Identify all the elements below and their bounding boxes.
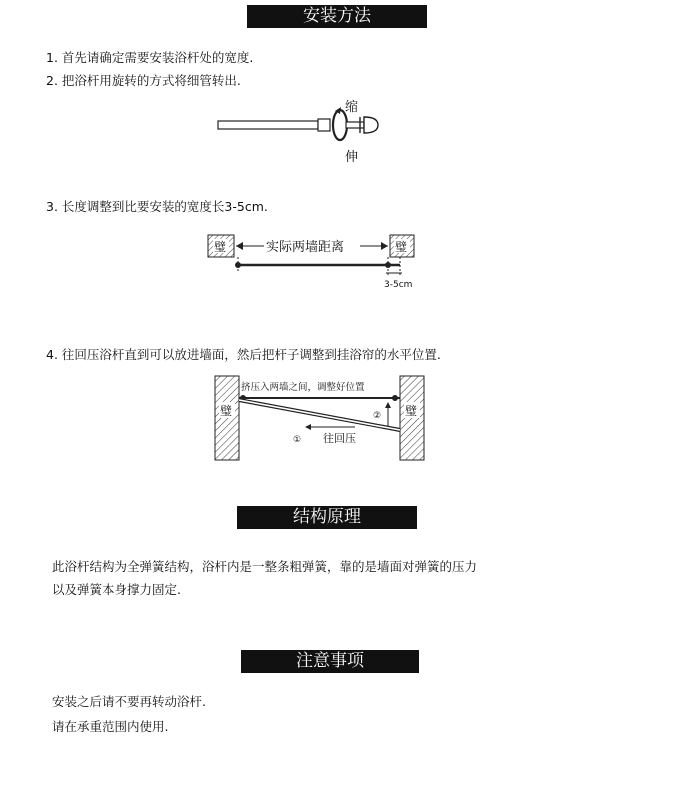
rod-thick-tube — [218, 121, 318, 129]
section-header-notes: 注意事项 — [241, 650, 419, 673]
rod-thin-tube — [346, 122, 364, 128]
notes-line-1: 安装之后请不要再转动浴杆. — [52, 694, 206, 709]
press-wall-right-label: 璧 — [405, 404, 418, 418]
measure-diagram — [200, 225, 430, 295]
press-wall-left-label: 璧 — [220, 404, 233, 418]
install-step-4: 4. 往回压浴杆直到可以放进墙面，然后把杆子调整到挂浴帘的水平位置. — [46, 347, 441, 362]
span-label: 实际两墙距离 — [266, 240, 345, 255]
structure-line-2: 以及弹簧本身撑力固定. — [52, 582, 181, 597]
structure-line-1: 此浴杆结构为全弹簧结构，浴杆内是一整条粗弹簧，靠的是墙面对弹簧的压力 — [52, 559, 478, 574]
install-step-2: 2. 把浴杆用旋转的方式将细管转出. — [46, 73, 241, 88]
rod-collar — [318, 119, 330, 131]
marker-2: ② — [373, 411, 382, 421]
install-step-1: 1. 首先请确定需要安装浴杆处的宽度. — [46, 50, 254, 65]
section-header-install: 安装方法 — [247, 5, 427, 28]
rotate-diagram — [210, 95, 410, 170]
section-header-structure: 结构原理 — [237, 506, 417, 529]
wall-left-label: 璧 — [214, 240, 227, 254]
rod-end-cap — [364, 117, 378, 133]
marker-1: ① — [293, 435, 302, 445]
install-step-3: 3. 长度调整到比要安装的宽度长3-5cm. — [46, 199, 268, 214]
press-diagram — [205, 370, 440, 465]
extend-label: 伸 — [345, 150, 359, 165]
extra-length-label: 3-5cm — [384, 280, 413, 290]
wall-right-label: 璧 — [395, 240, 408, 254]
shrink-label: 缩 — [345, 100, 359, 115]
press-top-label: 挤压入两墙之间，调整好位置 — [241, 382, 365, 393]
notes-line-2: 请在承重范围内使用. — [52, 719, 169, 734]
press-bottom-label: 往回压 — [323, 432, 356, 445]
